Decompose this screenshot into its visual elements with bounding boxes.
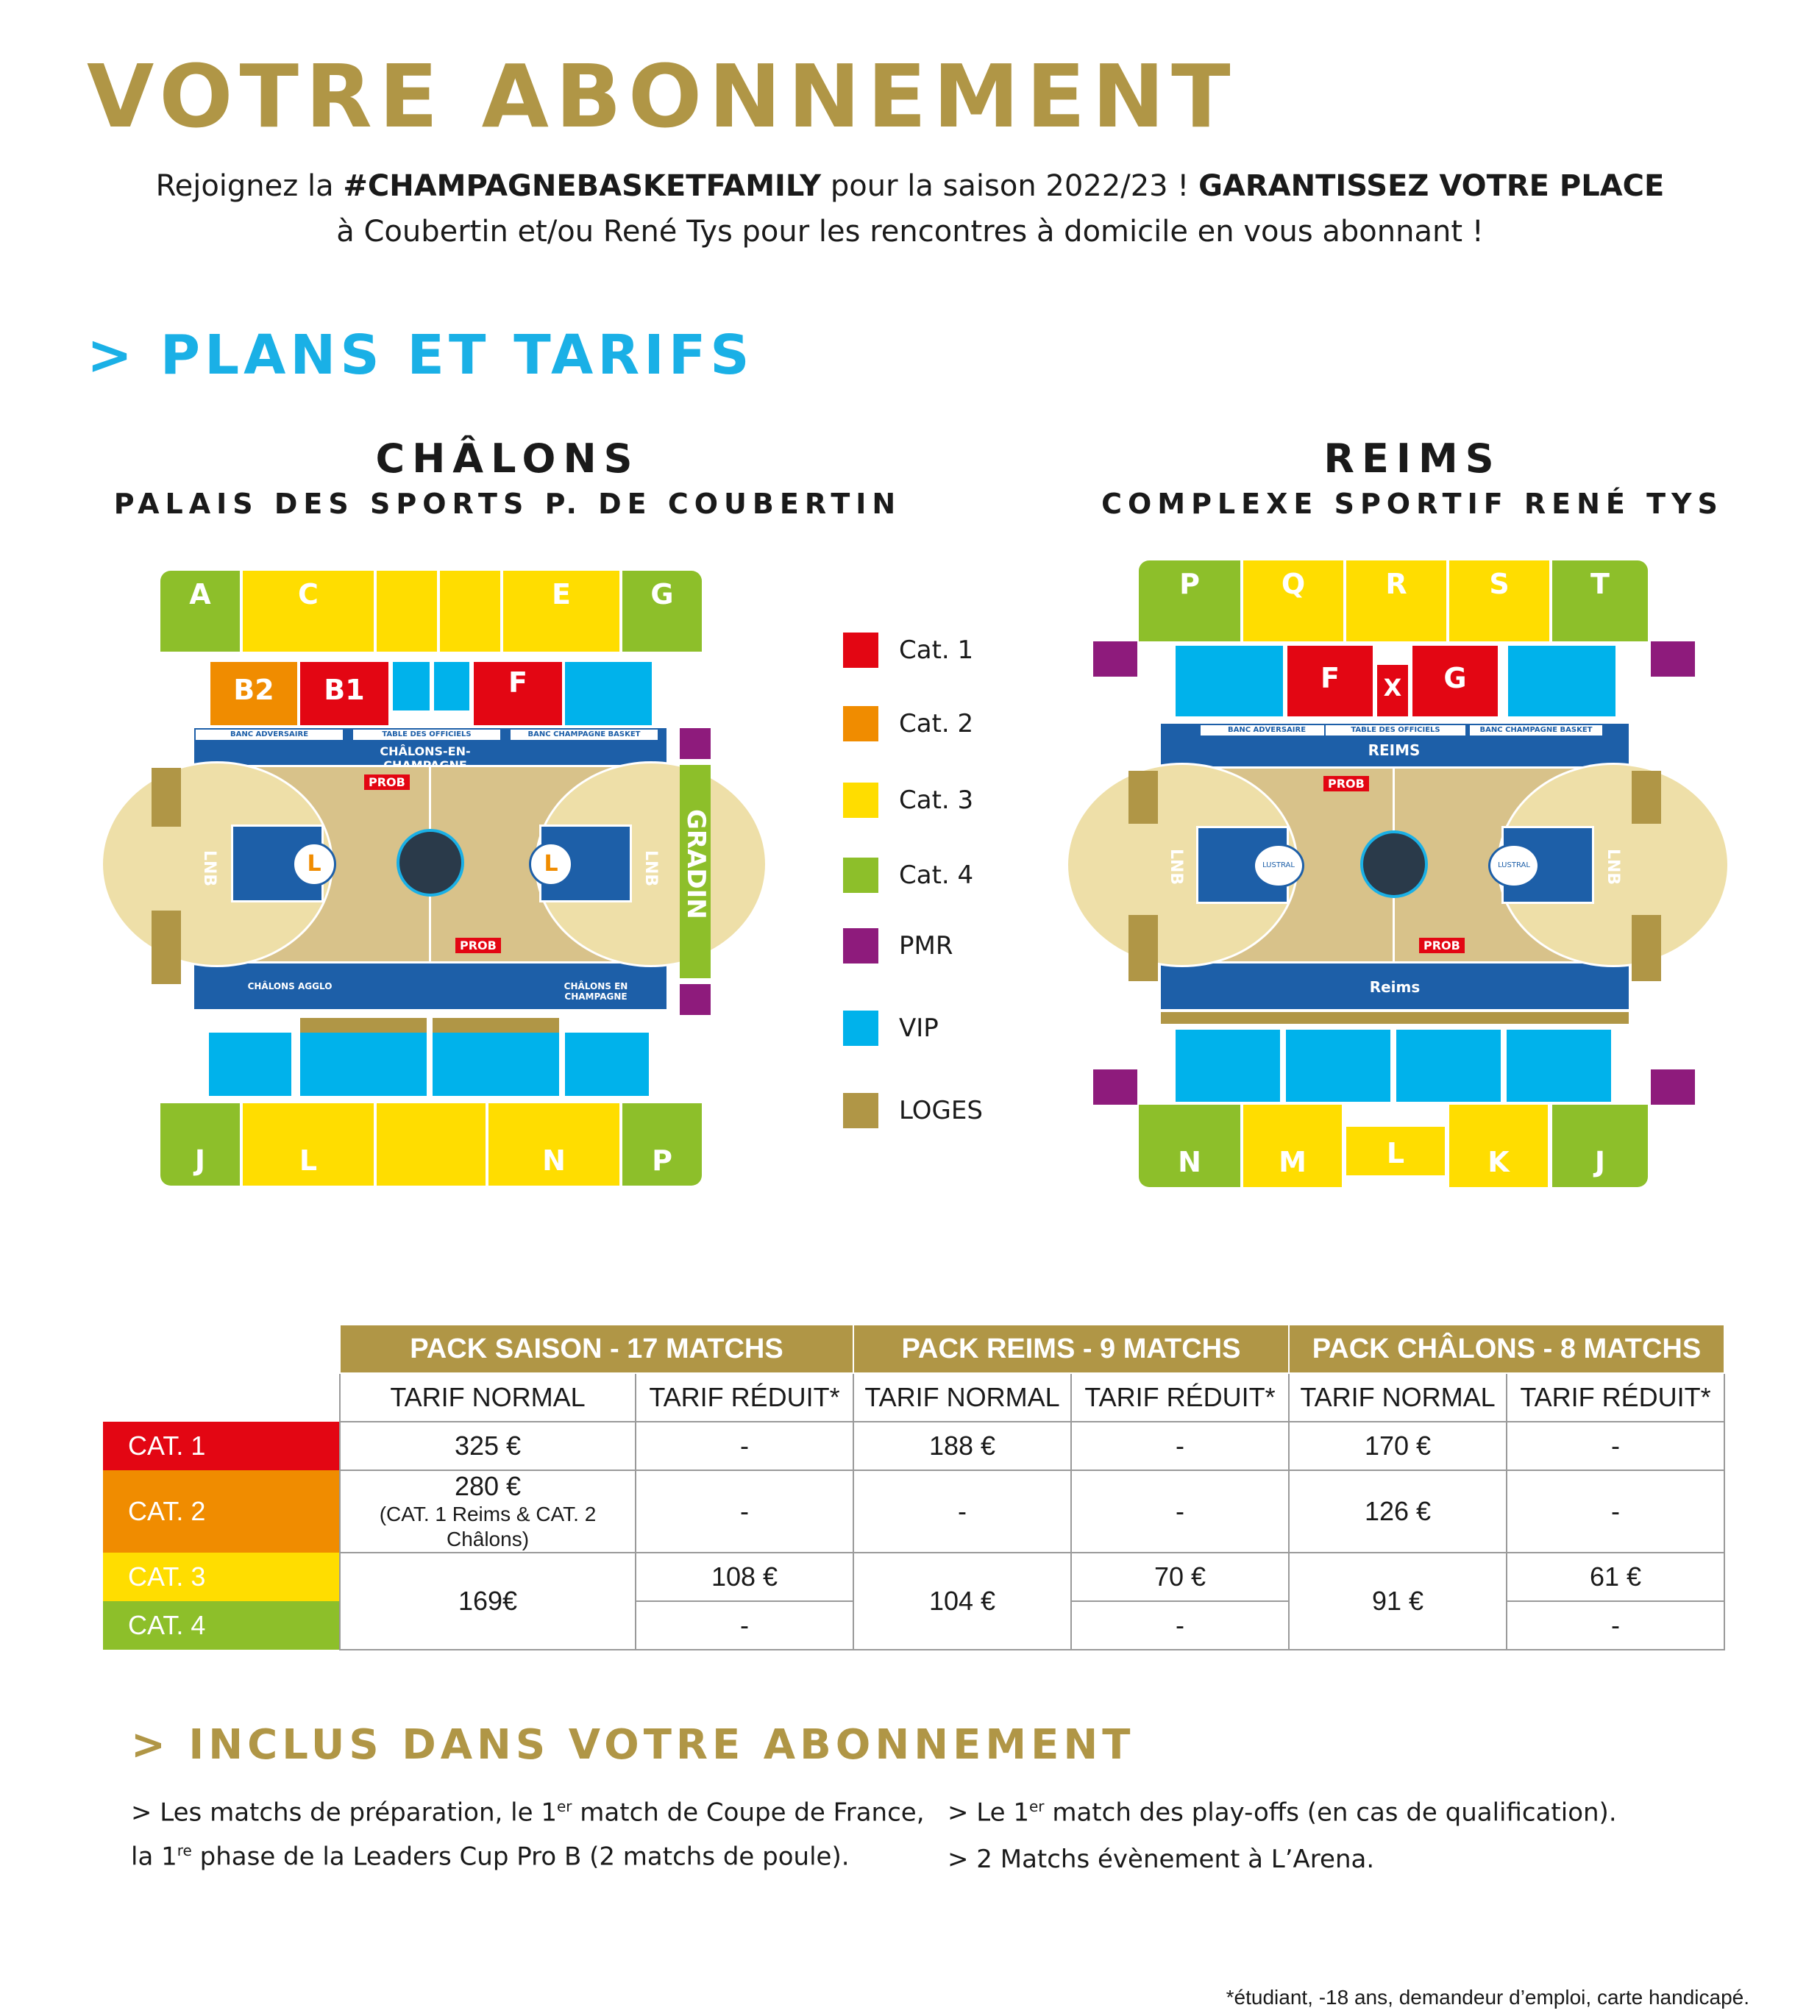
legend-swatch-cat2 [843, 706, 878, 741]
text: > Les matchs de préparation, le 1 [131, 1798, 557, 1828]
loge[interactable] [1161, 1012, 1629, 1024]
section-label: E [552, 578, 571, 610]
legend-swatch-cat3 [843, 783, 878, 818]
intro-line-2: à Coubertin et/ou René Tys pour les rencontres à domicile en vous abonnant ! [336, 215, 1484, 249]
legend-swatch-cat1 [843, 633, 878, 668]
price-value: 280 € [454, 1471, 522, 1501]
legend-swatch-cat4 [843, 858, 878, 893]
vip-box[interactable] [565, 662, 652, 725]
text: la 1 [131, 1842, 177, 1872]
included-item [131, 1787, 940, 1831]
column-header: TARIF RÉDUIT* [1071, 1373, 1289, 1422]
included-item: > 2 Matchs évènement à L’Arena. [948, 1845, 1375, 1875]
included-item [948, 1787, 1757, 1831]
sponsor-logo: CHÂLONS EN CHAMPAGNE [564, 981, 628, 1002]
price-cell: 61 € [1507, 1553, 1724, 1601]
vip-box[interactable] [433, 1033, 559, 1096]
prob-badge: PROB [364, 774, 410, 790]
included-item [131, 1831, 940, 1876]
loge[interactable] [300, 1018, 427, 1033]
loge[interactable] [152, 768, 181, 827]
section-label: T [1590, 568, 1610, 600]
price-cell: 108 € [636, 1553, 853, 1601]
prob-badge: PROB [455, 938, 501, 953]
prob-badge: PROB [1419, 938, 1465, 953]
vip-box[interactable] [1507, 1030, 1611, 1102]
section-heading-included: > INCLUS DANS VOTRE ABONNEMENT [131, 1721, 1135, 1769]
superscript: re [177, 1842, 192, 1860]
section-label: J [1594, 1146, 1606, 1178]
prob-badge: PROB [1323, 776, 1369, 791]
price-cell: - [636, 1470, 853, 1553]
leclerc-logo [529, 842, 573, 886]
loge[interactable] [1632, 915, 1661, 981]
section-label: G [1443, 662, 1467, 694]
vip-box[interactable] [1508, 646, 1615, 716]
legend-label: PMR [899, 931, 953, 961]
column-header: TARIF RÉDUIT* [1507, 1373, 1724, 1422]
section-label: A [189, 578, 211, 610]
legend-label: Cat. 2 [899, 709, 974, 738]
venue-city: REIMS [1323, 435, 1501, 482]
court-name: CHÂLONS-EN- [380, 744, 471, 758]
officials-label: TABLE DES OFFICIELS [352, 728, 502, 741]
section-label: P [652, 1144, 672, 1177]
pack-header: PACK REIMS - 9 MATCHS [853, 1325, 1289, 1373]
leclerc-letter: L [544, 851, 558, 877]
section-label: J [194, 1144, 206, 1177]
officials-label: TABLE DES OFFICIELS [1324, 724, 1467, 737]
price-cell: - [1507, 1470, 1724, 1553]
legend-swatch-loges [843, 1093, 878, 1128]
venue-name: COMPLEXE SPORTIF RENÉ TYS [1101, 488, 1724, 520]
column-header: TARIF NORMAL [853, 1373, 1071, 1422]
price-cell: 126 € [1289, 1470, 1507, 1553]
lnb-logo: LNB [641, 850, 660, 887]
section-label: L [1386, 1137, 1405, 1169]
section-label: B2 [233, 674, 274, 706]
price-cell [340, 1470, 636, 1553]
section-label: G [650, 578, 674, 610]
row-header-cat2: CAT. 2 [103, 1470, 340, 1553]
vip-box[interactable] [434, 662, 469, 710]
text: > Le 1 [948, 1798, 1029, 1828]
price-cell: - [636, 1422, 853, 1470]
section-label: N [1178, 1146, 1201, 1178]
section-label: K [1487, 1146, 1510, 1178]
legend-label: VIP [899, 1014, 939, 1043]
price-cell: 169€ [340, 1553, 636, 1650]
price-cell: - [1507, 1601, 1724, 1650]
price-cell: 325 € [340, 1422, 636, 1470]
superscript: er [1029, 1798, 1045, 1815]
text: match des play-offs (en cas de qualification). [1044, 1798, 1617, 1828]
lnb-logo: LNB [1604, 849, 1622, 886]
pack-header: PACK CHÂLONS - 8 MATCHS [1289, 1325, 1724, 1373]
lustral-logo [1253, 844, 1304, 888]
bench-label: BANC ADVERSAIRE [194, 728, 344, 741]
section-label: R [1385, 568, 1407, 600]
leclerc-letter: L [307, 851, 321, 877]
pack-header: PACK SAISON - 17 MATCHS [340, 1325, 853, 1373]
row-header-cat3: CAT. 3 [103, 1553, 340, 1601]
hashtag: #CHAMPAGNEBASKETFAMILY [343, 169, 822, 203]
price-cell: 188 € [853, 1422, 1071, 1470]
venue-heading-chalons [103, 435, 912, 520]
vip-box[interactable] [209, 1033, 291, 1096]
pmr-area[interactable] [1093, 1069, 1137, 1105]
venue-city: CHÂLONS [375, 435, 640, 482]
gradin-label: GRADIN [681, 809, 711, 919]
price-cell: - [853, 1470, 1071, 1553]
price-cell: - [636, 1601, 853, 1650]
section-M[interactable] [377, 1103, 486, 1186]
footnote: *étudiant, -18 ans, demandeur d’emploi, carte handicapé. [1226, 1986, 1749, 2009]
section-label: M [1279, 1146, 1307, 1178]
section-label: P [1179, 568, 1200, 600]
section-D2[interactable] [440, 571, 500, 652]
vip-box[interactable] [565, 1033, 649, 1096]
price-note: (CAT. 1 Reims & CAT. 2 Châlons) [379, 1503, 597, 1550]
bench-label: BANC CHAMPAGNE BASKET [1468, 724, 1604, 737]
text: phase de la Leaders Cup Pro B (2 matchs de poule). [191, 1842, 850, 1872]
vip-box[interactable] [393, 662, 430, 710]
column-header: TARIF NORMAL [1289, 1373, 1507, 1422]
superscript: er [556, 1798, 572, 1815]
included-list-left [131, 1787, 940, 1876]
section-label: Q [1281, 568, 1306, 600]
legend-swatch-pmr [843, 928, 878, 964]
page-title: VOTRE ABONNEMENT [87, 46, 1237, 147]
loge[interactable] [433, 1018, 559, 1033]
legend-label: Cat. 3 [899, 786, 974, 815]
vip-box[interactable] [1396, 1030, 1501, 1102]
pmr-area[interactable] [680, 728, 711, 759]
price-cell: 91 € [1289, 1553, 1507, 1650]
price-cell: - [1071, 1601, 1289, 1650]
court-floor [1196, 766, 1592, 964]
section-label: N [542, 1144, 566, 1177]
price-cell: - [1071, 1422, 1289, 1470]
section-label: S [1489, 568, 1510, 600]
pmr-area[interactable] [1093, 641, 1137, 677]
loge[interactable] [152, 911, 181, 984]
legend-label: LOGES [899, 1096, 983, 1125]
loge[interactable] [1632, 771, 1661, 824]
section-label: F [508, 666, 527, 699]
intro-emphasis: GARANTISSEZ VOTRE PLACE [1198, 169, 1665, 203]
price-cell: 104 € [853, 1553, 1071, 1650]
lnb-logo: LNB [1167, 849, 1185, 886]
table-corner [103, 1325, 340, 1373]
table-corner [103, 1373, 340, 1422]
lustral-text: LUSTRAL [1498, 861, 1530, 869]
section-heading-plans: > PLANS ET TARIFS [87, 324, 754, 387]
venue-name: PALAIS DES SPORTS P. DE COUBERTIN [113, 488, 902, 520]
lnb-logo: LNB [200, 850, 218, 887]
bench-label: BANC ADVERSAIRE [1199, 724, 1334, 737]
section-label: F [1320, 662, 1340, 694]
leclerc-logo [292, 842, 336, 886]
intro-part: Rejoignez la [155, 169, 344, 203]
section-D[interactable] [377, 571, 437, 652]
legend-label: Cat. 1 [899, 635, 974, 665]
venue-heading-reims [1089, 435, 1736, 520]
text: match de Coupe de France, [572, 1798, 925, 1828]
intro-part: pour la saison 2022/23 ! [821, 169, 1199, 203]
legend-label: Cat. 4 [899, 861, 974, 890]
price-cell: - [1071, 1470, 1289, 1553]
price-cell: 70 € [1071, 1553, 1289, 1601]
lustral-logo [1488, 844, 1540, 888]
sponsor-logo: Reims [1369, 978, 1421, 996]
pricing-table [103, 1324, 1725, 1650]
court-name: REIMS [1368, 741, 1421, 759]
section-label: L [299, 1144, 318, 1177]
row-header-cat1: CAT. 1 [103, 1422, 340, 1470]
vip-box[interactable] [1176, 1030, 1280, 1102]
lustral-text: LUSTRAL [1262, 861, 1295, 869]
vip-box[interactable] [1286, 1030, 1390, 1102]
price-cell: 170 € [1289, 1422, 1507, 1470]
section-label: X [1383, 674, 1402, 702]
pmr-area[interactable] [1651, 641, 1695, 677]
court-chalons [194, 728, 666, 1009]
court-floor [231, 765, 630, 964]
sponsor-logo: CHÂLONS AGGLO [247, 981, 333, 991]
column-header: TARIF RÉDUIT* [636, 1373, 853, 1422]
column-header: TARIF NORMAL [340, 1373, 636, 1422]
vip-box[interactable] [1176, 646, 1283, 716]
legend-swatch-vip [843, 1011, 878, 1046]
row-header-cat4: CAT. 4 [103, 1601, 340, 1650]
pmr-area[interactable] [1651, 1069, 1695, 1105]
section-label: B1 [324, 674, 365, 706]
included-list-right [948, 1787, 1757, 1878]
vip-box[interactable] [300, 1033, 427, 1096]
bench-label: BANC CHAMPAGNE BASKET [509, 728, 659, 741]
pmr-area[interactable] [680, 984, 711, 1015]
loge[interactable] [1128, 771, 1158, 824]
loge[interactable] [1128, 915, 1158, 981]
intro-text [0, 163, 1820, 254]
court-reims [1161, 724, 1629, 1009]
club-logo [1360, 830, 1428, 898]
club-logo [397, 829, 464, 897]
section-label: C [298, 578, 319, 610]
price-cell: - [1507, 1422, 1724, 1470]
